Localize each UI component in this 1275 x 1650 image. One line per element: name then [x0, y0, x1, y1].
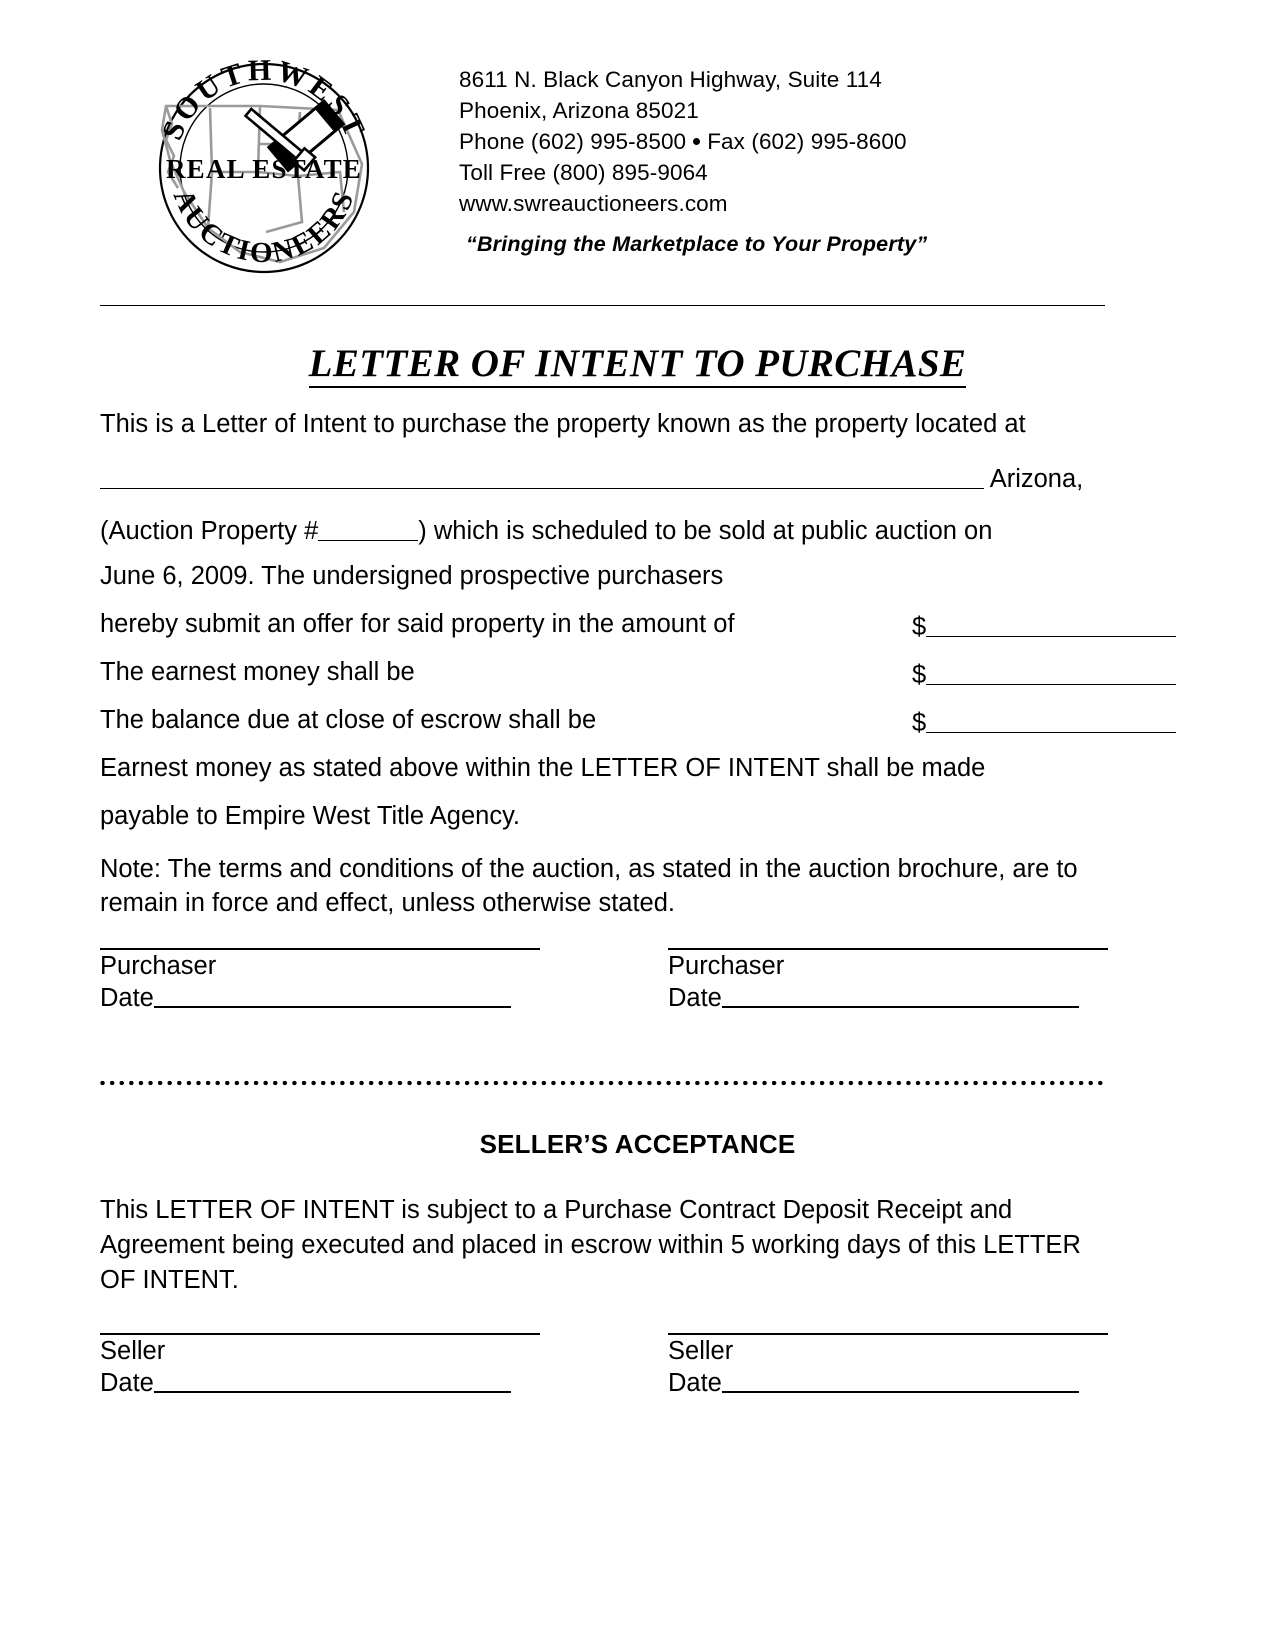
bullet-separator-icon [693, 138, 700, 145]
auction-property-suffix: ) which is scheduled to be sold at public auction on [418, 517, 993, 546]
header-divider [100, 305, 1105, 306]
state-suffix: Arizona, [989, 465, 1084, 494]
signature-date-row [668, 982, 1108, 1014]
signature-date-row [100, 982, 540, 1014]
svg-text:REAL ESTATE: REAL ESTATE [165, 154, 363, 184]
letterhead [0, 0, 1275, 300]
signature-date-row [100, 1367, 540, 1399]
svg-text:SOUTHWEST: SOUTHWEST [155, 53, 373, 145]
date-blank[interactable] [154, 983, 511, 1008]
company-logo [148, 52, 380, 284]
amount-row-label: The earnest money shall be [100, 658, 415, 686]
address-line-1: 8611 N. Black Canyon Highway, Suite 114 [459, 67, 882, 92]
earnest-money-instruction-line-1: Earnest money as stated above within the LETTER OF INTENT shall be made [100, 754, 986, 782]
property-address-line [100, 464, 1083, 492]
signature-role-label: Seller [100, 1337, 166, 1365]
currency-symbol: $ [912, 613, 927, 642]
currency-symbol: $ [912, 709, 927, 738]
amount-row-label: The balance due at close of escrow shall be [100, 706, 597, 734]
page-title-text: LETTER OF INTENT TO PURCHASE [309, 342, 967, 388]
earnest-money-instruction-line-2: payable to Empire West Title Agency. [100, 802, 521, 830]
date-label: Date [100, 984, 154, 1012]
amount-row [100, 660, 1110, 692]
fax-number: Fax (602) 995-8600 [707, 129, 907, 154]
amount-row [100, 612, 1110, 644]
auction-property-number-blank[interactable] [318, 516, 418, 541]
address-line-2: Phoenix, Arizona 85021 [459, 98, 699, 123]
auction-property-line [100, 516, 992, 544]
amount-row-label: hereby submit an offer for said property in the amount of [100, 610, 735, 638]
toll-free-number: Toll Free (800) 895-9064 [459, 160, 708, 185]
date-blank[interactable] [722, 1368, 1079, 1393]
auction-date-line: June 6, 2009. The undersigned prospective purchasers [100, 562, 724, 590]
auction-terms-note: Note: The terms and conditions of the auction, as stated in the auction brochure, are to remain in force and effect, unless otherwise stated. [100, 855, 1078, 917]
svg-text:AUCTIONEERS: AUCTIONEERS [166, 184, 362, 270]
signature-role-label: Purchaser [100, 952, 217, 980]
auction-property-prefix: (Auction Property # [100, 517, 319, 546]
phone-number: Phone (602) 995-8500 [459, 129, 687, 154]
date-blank[interactable] [154, 1368, 511, 1393]
purchaser-signature-block-left [100, 948, 540, 1014]
seller-signature-block-right [668, 1333, 1108, 1399]
date-label: Date [100, 1369, 154, 1397]
property-address-blank[interactable] [100, 464, 984, 489]
date-label: Date [668, 1369, 722, 1397]
signature-role-label: Seller [668, 1337, 734, 1365]
amount-row-value [912, 612, 1176, 640]
currency-symbol: $ [912, 661, 927, 690]
purchaser-signature-block-right [668, 948, 1108, 1014]
date-blank[interactable] [722, 983, 1079, 1008]
intro-line: This is a Letter of Intent to purchase the property known as the property located at [100, 410, 1026, 438]
amount-row-value [912, 660, 1176, 688]
offer-amount-blank[interactable] [926, 612, 1176, 637]
earnest-money-blank[interactable] [926, 660, 1176, 685]
phone-fax-line [459, 126, 1079, 157]
signature-date-row [668, 1367, 1108, 1399]
page-title [0, 341, 1275, 386]
date-label: Date [668, 984, 722, 1012]
website-url: www.swreauctioneers.com [459, 191, 728, 216]
company-tagline: “Bringing the Marketplace to Your Property” [466, 232, 928, 256]
sellers-acceptance-paragraph: This LETTER OF INTENT is subject to a Purchase Contract Deposit Receipt and Agreement being executed and placed in escrow within 5 working days of this LETTER OF INTENT. [100, 1196, 1081, 1294]
section-divider [100, 1080, 1106, 1087]
contact-info [459, 64, 1079, 219]
amount-row-value [912, 708, 1176, 736]
amount-row [100, 708, 1110, 740]
seller-signature-block-left [100, 1333, 540, 1399]
balance-due-blank[interactable] [926, 708, 1176, 733]
signature-role-label: Purchaser [668, 952, 785, 980]
sellers-acceptance-heading: SELLER’S ACCEPTANCE [479, 1129, 796, 1159]
